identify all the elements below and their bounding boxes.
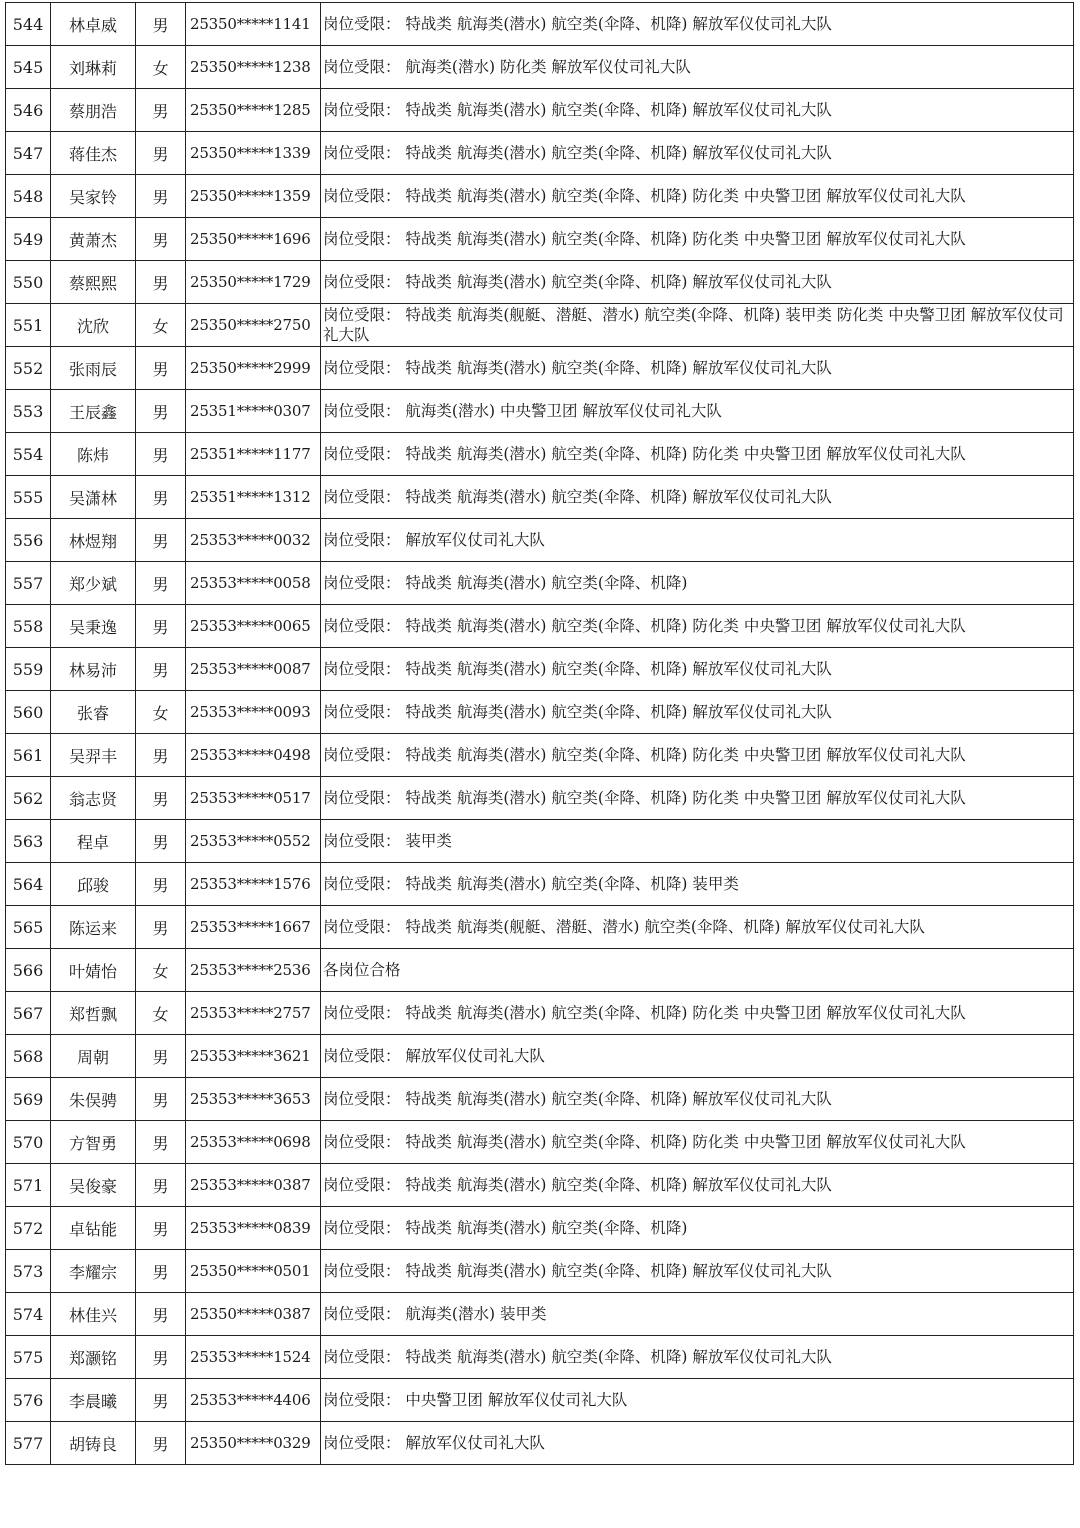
row-number: 549	[6, 218, 51, 261]
gender: 男	[136, 1422, 186, 1465]
gender: 男	[136, 1035, 186, 1078]
gender: 男	[136, 519, 186, 562]
row-number: 558	[6, 605, 51, 648]
table-row	[6, 261, 1074, 304]
masked-id-number: 25353*****2536	[186, 949, 321, 992]
table-row	[6, 906, 1074, 949]
position-restriction: 岗位受限： 航海类(潜水) 防化类 解放军仪仗司礼大队	[321, 46, 1074, 89]
person-name: 郑少斌	[51, 562, 136, 605]
row-number: 551	[6, 304, 51, 347]
row-number: 559	[6, 648, 51, 691]
gender: 男	[136, 347, 186, 390]
gender: 男	[136, 1207, 186, 1250]
table-row	[6, 691, 1074, 734]
table-row	[6, 1336, 1074, 1379]
person-name: 林卓威	[51, 3, 136, 46]
masked-id-number: 25351*****1177	[186, 433, 321, 476]
person-name: 吴秉逸	[51, 605, 136, 648]
gender: 男	[136, 218, 186, 261]
table-row	[6, 132, 1074, 175]
person-name: 李耀宗	[51, 1250, 136, 1293]
masked-id-number: 25353*****0552	[186, 820, 321, 863]
gender: 女	[136, 691, 186, 734]
gender: 男	[136, 476, 186, 519]
table-row	[6, 433, 1074, 476]
table-row	[6, 605, 1074, 648]
gender: 男	[136, 863, 186, 906]
masked-id-number: 25351*****0307	[186, 390, 321, 433]
gender: 男	[136, 1379, 186, 1422]
table-row	[6, 949, 1074, 992]
row-number: 548	[6, 175, 51, 218]
row-number: 572	[6, 1207, 51, 1250]
gender: 男	[136, 1121, 186, 1164]
row-number: 575	[6, 1336, 51, 1379]
position-restriction: 岗位受限： 中央警卫团 解放军仪仗司礼大队	[321, 1379, 1074, 1422]
person-name: 翁志贤	[51, 777, 136, 820]
masked-id-number: 25353*****0698	[186, 1121, 321, 1164]
person-name: 林易沛	[51, 648, 136, 691]
position-restriction: 岗位受限： 特战类 航海类(潜水) 航空类(伞降、机降) 解放军仪仗司礼大队	[321, 1250, 1074, 1293]
gender: 男	[136, 562, 186, 605]
person-name: 叶婧怡	[51, 949, 136, 992]
gender: 男	[136, 906, 186, 949]
table-row	[6, 304, 1074, 347]
person-name: 李晨曦	[51, 1379, 136, 1422]
position-restriction: 岗位受限： 特战类 航海类(潜水) 航空类(伞降、机降) 防化类 中央警卫团 解放军仪仗司礼大队	[321, 605, 1074, 648]
gender: 女	[136, 992, 186, 1035]
gender: 女	[136, 949, 186, 992]
table-row	[6, 863, 1074, 906]
row-number: 576	[6, 1379, 51, 1422]
masked-id-number: 25353*****3653	[186, 1078, 321, 1121]
gender: 男	[136, 1164, 186, 1207]
row-number: 547	[6, 132, 51, 175]
table-row	[6, 734, 1074, 777]
position-restriction: 岗位受限： 特战类 航海类(潜水) 航空类(伞降、机降) 防化类 中央警卫团 解放军仪仗司礼大队	[321, 734, 1074, 777]
gender: 男	[136, 648, 186, 691]
person-name: 刘琳莉	[51, 46, 136, 89]
table-row	[6, 992, 1074, 1035]
masked-id-number: 25350*****1696	[186, 218, 321, 261]
row-number: 545	[6, 46, 51, 89]
table-row	[6, 562, 1074, 605]
masked-id-number: 25353*****4406	[186, 1379, 321, 1422]
table-row	[6, 1379, 1074, 1422]
position-restriction: 岗位受限： 特战类 航海类(舰艇、潜艇、潜水) 航空类(伞降、机降) 解放军仪仗司礼大队	[321, 906, 1074, 949]
table-row	[6, 3, 1074, 46]
masked-id-number: 25353*****1576	[186, 863, 321, 906]
person-name: 胡铸良	[51, 1422, 136, 1465]
masked-id-number: 25350*****1285	[186, 89, 321, 132]
row-number: 550	[6, 261, 51, 304]
masked-id-number: 25350*****0387	[186, 1293, 321, 1336]
row-number: 553	[6, 390, 51, 433]
position-restriction: 岗位受限： 航海类(潜水) 中央警卫团 解放军仪仗司礼大队	[321, 390, 1074, 433]
row-number: 557	[6, 562, 51, 605]
row-number: 546	[6, 89, 51, 132]
row-number: 570	[6, 1121, 51, 1164]
person-name: 朱俣骋	[51, 1078, 136, 1121]
position-restriction: 岗位受限： 特战类 航海类(潜水) 航空类(伞降、机降) 防化类 中央警卫团 解放军仪仗司礼大队	[321, 1121, 1074, 1164]
gender: 男	[136, 1293, 186, 1336]
position-restriction: 岗位受限： 特战类 航海类(潜水) 航空类(伞降、机降) 解放军仪仗司礼大队	[321, 648, 1074, 691]
table-row	[6, 820, 1074, 863]
masked-id-number: 25353*****1667	[186, 906, 321, 949]
row-number: 554	[6, 433, 51, 476]
masked-id-number: 25351*****1312	[186, 476, 321, 519]
masked-id-number: 25353*****0065	[186, 605, 321, 648]
table-row	[6, 777, 1074, 820]
person-name: 吴羿丰	[51, 734, 136, 777]
person-name: 陈炜	[51, 433, 136, 476]
table-row	[6, 1164, 1074, 1207]
gender: 男	[136, 1078, 186, 1121]
position-restriction: 岗位受限： 特战类 航海类(潜水) 航空类(伞降、机降) 解放军仪仗司礼大队	[321, 476, 1074, 519]
row-number: 562	[6, 777, 51, 820]
row-number: 555	[6, 476, 51, 519]
person-name: 程卓	[51, 820, 136, 863]
masked-id-number: 25353*****3621	[186, 1035, 321, 1078]
table-body	[6, 3, 1074, 1465]
position-restriction: 岗位受限： 装甲类	[321, 820, 1074, 863]
person-name: 方智勇	[51, 1121, 136, 1164]
masked-id-number: 25353*****0498	[186, 734, 321, 777]
gender: 男	[136, 89, 186, 132]
position-restriction: 岗位受限： 特战类 航海类(潜水) 航空类(伞降、机降) 解放军仪仗司礼大队	[321, 3, 1074, 46]
table-row	[6, 519, 1074, 562]
row-number: 566	[6, 949, 51, 992]
gender: 男	[136, 390, 186, 433]
person-name: 吴潇林	[51, 476, 136, 519]
position-restriction: 岗位受限： 特战类 航海类(潜水) 航空类(伞降、机降) 装甲类	[321, 863, 1074, 906]
masked-id-number: 25350*****0501	[186, 1250, 321, 1293]
gender: 男	[136, 132, 186, 175]
masked-id-number: 25353*****0058	[186, 562, 321, 605]
position-restriction: 岗位受限： 特战类 航海类(潜水) 航空类(伞降、机降) 防化类 中央警卫团 解放军仪仗司礼大队	[321, 218, 1074, 261]
gender: 男	[136, 777, 186, 820]
row-number: 544	[6, 3, 51, 46]
position-restriction: 岗位受限： 特战类 航海类(潜水) 航空类(伞降、机降) 防化类 中央警卫团 解放军仪仗司礼大队	[321, 433, 1074, 476]
person-name: 张睿	[51, 691, 136, 734]
results-table	[5, 2, 1074, 1465]
masked-id-number: 25350*****2999	[186, 347, 321, 390]
position-restriction: 岗位受限： 解放军仪仗司礼大队	[321, 519, 1074, 562]
masked-id-number: 25353*****0032	[186, 519, 321, 562]
position-restriction: 岗位受限： 特战类 航海类(潜水) 航空类(伞降、机降)	[321, 562, 1074, 605]
person-name: 卓钻能	[51, 1207, 136, 1250]
row-number: 573	[6, 1250, 51, 1293]
row-number: 560	[6, 691, 51, 734]
gender: 男	[136, 3, 186, 46]
gender: 男	[136, 261, 186, 304]
table-row	[6, 175, 1074, 218]
position-restriction: 岗位受限： 解放军仪仗司礼大队	[321, 1035, 1074, 1078]
table-row	[6, 46, 1074, 89]
person-name: 郑灏铭	[51, 1336, 136, 1379]
row-number: 568	[6, 1035, 51, 1078]
table-row	[6, 1207, 1074, 1250]
person-name: 邱骏	[51, 863, 136, 906]
person-name: 林煜翔	[51, 519, 136, 562]
position-restriction: 岗位受限： 特战类 航海类(潜水) 航空类(伞降、机降)	[321, 1207, 1074, 1250]
masked-id-number: 25353*****2757	[186, 992, 321, 1035]
person-name: 蒋佳杰	[51, 132, 136, 175]
gender: 女	[136, 46, 186, 89]
row-number: 552	[6, 347, 51, 390]
table-row	[6, 218, 1074, 261]
masked-id-number: 25350*****1339	[186, 132, 321, 175]
table-row	[6, 1035, 1074, 1078]
position-restriction: 岗位受限： 特战类 航海类(潜水) 航空类(伞降、机降) 防化类 中央警卫团 解放军仪仗司礼大队	[321, 777, 1074, 820]
position-restriction: 岗位受限： 特战类 航海类(潜水) 航空类(伞降、机降) 解放军仪仗司礼大队	[321, 347, 1074, 390]
gender: 男	[136, 1336, 186, 1379]
person-name: 陈运来	[51, 906, 136, 949]
table-row	[6, 476, 1074, 519]
table-row	[6, 1078, 1074, 1121]
table-row	[6, 1293, 1074, 1336]
row-number: 564	[6, 863, 51, 906]
gender: 男	[136, 734, 186, 777]
position-restriction: 岗位受限： 航海类(潜水) 装甲类	[321, 1293, 1074, 1336]
table-row	[6, 347, 1074, 390]
position-restriction: 岗位受限： 特战类 航海类(潜水) 航空类(伞降、机降) 防化类 中央警卫团 解放军仪仗司礼大队	[321, 992, 1074, 1035]
row-number: 563	[6, 820, 51, 863]
gender: 男	[136, 175, 186, 218]
masked-id-number: 25350*****1359	[186, 175, 321, 218]
position-restriction: 各岗位合格	[321, 949, 1074, 992]
position-restriction: 岗位受限： 特战类 航海类(潜水) 航空类(伞降、机降) 解放军仪仗司礼大队	[321, 691, 1074, 734]
masked-id-number: 25353*****0839	[186, 1207, 321, 1250]
masked-id-number: 25353*****1524	[186, 1336, 321, 1379]
position-restriction: 岗位受限： 解放军仪仗司礼大队	[321, 1422, 1074, 1465]
person-name: 吴俊豪	[51, 1164, 136, 1207]
position-restriction: 岗位受限： 特战类 航海类(舰艇、潜艇、潜水) 航空类(伞降、机降) 装甲类 防化类 中央警卫团 解放军仪仗司礼大队	[321, 304, 1074, 347]
row-number: 565	[6, 906, 51, 949]
row-number: 569	[6, 1078, 51, 1121]
table-row	[6, 390, 1074, 433]
table-row	[6, 1422, 1074, 1465]
row-number: 571	[6, 1164, 51, 1207]
person-name: 郑哲飘	[51, 992, 136, 1035]
gender: 男	[136, 433, 186, 476]
person-name: 黄萧杰	[51, 218, 136, 261]
person-name: 林佳兴	[51, 1293, 136, 1336]
position-restriction: 岗位受限： 特战类 航海类(潜水) 航空类(伞降、机降) 解放军仪仗司礼大队	[321, 132, 1074, 175]
person-name: 张雨辰	[51, 347, 136, 390]
position-restriction: 岗位受限： 特战类 航海类(潜水) 航空类(伞降、机降) 防化类 中央警卫团 解放军仪仗司礼大队	[321, 175, 1074, 218]
person-name: 周朝	[51, 1035, 136, 1078]
masked-id-number: 25353*****0087	[186, 648, 321, 691]
row-number: 577	[6, 1422, 51, 1465]
masked-id-number: 25353*****0093	[186, 691, 321, 734]
masked-id-number: 25350*****1238	[186, 46, 321, 89]
row-number: 574	[6, 1293, 51, 1336]
position-restriction: 岗位受限： 特战类 航海类(潜水) 航空类(伞降、机降) 解放军仪仗司礼大队	[321, 261, 1074, 304]
row-number: 556	[6, 519, 51, 562]
person-name: 沈欣	[51, 304, 136, 347]
table-row	[6, 89, 1074, 132]
person-name: 蔡朋浩	[51, 89, 136, 132]
position-restriction: 岗位受限： 特战类 航海类(潜水) 航空类(伞降、机降) 解放军仪仗司礼大队	[321, 89, 1074, 132]
table-row	[6, 1121, 1074, 1164]
person-name: 蔡熙熙	[51, 261, 136, 304]
masked-id-number: 25353*****0517	[186, 777, 321, 820]
gender: 男	[136, 605, 186, 648]
row-number: 567	[6, 992, 51, 1035]
gender: 男	[136, 1250, 186, 1293]
table-row	[6, 1250, 1074, 1293]
gender: 女	[136, 304, 186, 347]
position-restriction: 岗位受限： 特战类 航海类(潜水) 航空类(伞降、机降) 解放军仪仗司礼大队	[321, 1336, 1074, 1379]
row-number: 561	[6, 734, 51, 777]
person-name: 吴家铃	[51, 175, 136, 218]
masked-id-number: 25353*****0387	[186, 1164, 321, 1207]
masked-id-number: 25350*****1729	[186, 261, 321, 304]
person-name: 王辰鑫	[51, 390, 136, 433]
masked-id-number: 25350*****1141	[186, 3, 321, 46]
gender: 男	[136, 820, 186, 863]
masked-id-number: 25350*****2750	[186, 304, 321, 347]
masked-id-number: 25350*****0329	[186, 1422, 321, 1465]
position-restriction: 岗位受限： 特战类 航海类(潜水) 航空类(伞降、机降) 解放军仪仗司礼大队	[321, 1164, 1074, 1207]
position-restriction: 岗位受限： 特战类 航海类(潜水) 航空类(伞降、机降) 解放军仪仗司礼大队	[321, 1078, 1074, 1121]
table-row	[6, 648, 1074, 691]
